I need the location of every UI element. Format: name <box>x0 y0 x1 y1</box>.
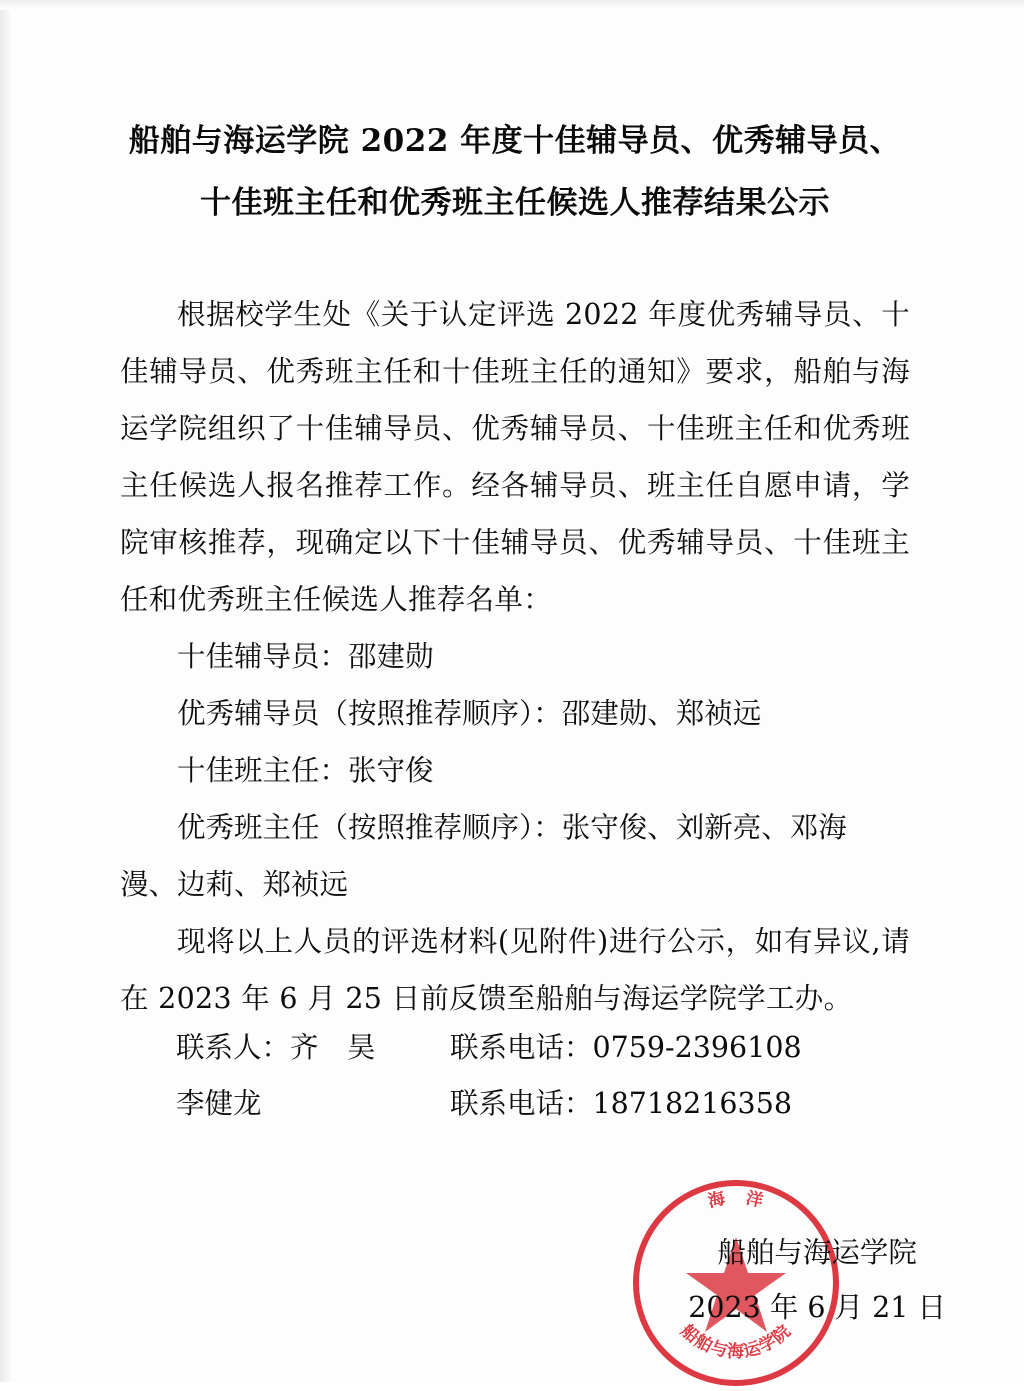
contact-person-2: 李健龙 <box>176 1087 262 1120</box>
body-block <box>120 286 910 1027</box>
contact-row <box>120 1020 920 1076</box>
contact-person-1: 联系人：齐 昊 <box>176 1031 376 1064</box>
award-line-excellent-counselor: 优秀辅导员（按照推荐顺序）：邵建勋、郑祯远 <box>177 697 762 730</box>
seal-bottom-text: 船舶与海运学院 <box>676 1320 796 1362</box>
signature-organization: 船舶与海运学院 <box>717 1236 917 1269</box>
page-title <box>120 110 910 234</box>
award-line-top-headteacher: 十佳班主任：张守俊 <box>177 754 434 787</box>
signature-block <box>688 1225 946 1335</box>
scan-edge-left <box>0 0 14 1382</box>
signature-date: 2023 年 6 月 21 日 <box>688 1291 946 1324</box>
paragraph-closing: 现将以上人员的评选材料(见附件)进行公示，如有异议,请在 2023 年 6 月 25 日前反馈至船舶与海运学院学工办。 <box>120 925 910 1015</box>
contact-block <box>120 1020 920 1132</box>
contact-phone-2: 联系电话：18718216358 <box>450 1087 792 1120</box>
contact-phone-1: 联系电话：0759-2396108 <box>450 1031 802 1064</box>
contact-row <box>120 1076 920 1132</box>
award-line-excellent-headteacher-cont: 漫、边莉、郑祯远 <box>120 868 349 901</box>
title-line-2: 十佳班主任和优秀班主任候选人推荐结果公示 <box>200 185 830 221</box>
award-line-top-counselor: 十佳辅导员：邵建勋 <box>177 640 434 673</box>
title-line-1: 船舶与海运学院 2022 年度十佳辅导员、优秀辅导员、 <box>128 123 902 159</box>
scan-edge-top <box>0 0 1024 10</box>
paragraph-intro: 根据校学生处《关于认定评选 2022 年度优秀辅导员、十佳辅导员、优秀班主任和十佳班主任的通知》要求，船舶与海运学院组织了十佳辅导员、优秀辅导员、十佳班主任和优秀班主任候选人报名推荐工作。经各辅导员、班主任自愿申请，学院审核推荐，现确定以下十佳辅导员、优秀辅导员、十佳班主任和优秀班主任候选人推荐名单： <box>120 298 910 616</box>
seal-top-text: 海 洋 <box>706 1188 766 1212</box>
award-line-excellent-headteacher: 优秀班主任（按照推荐顺序）：张守俊、刘新亮、邓海 <box>177 811 847 844</box>
document-content <box>120 110 910 1027</box>
